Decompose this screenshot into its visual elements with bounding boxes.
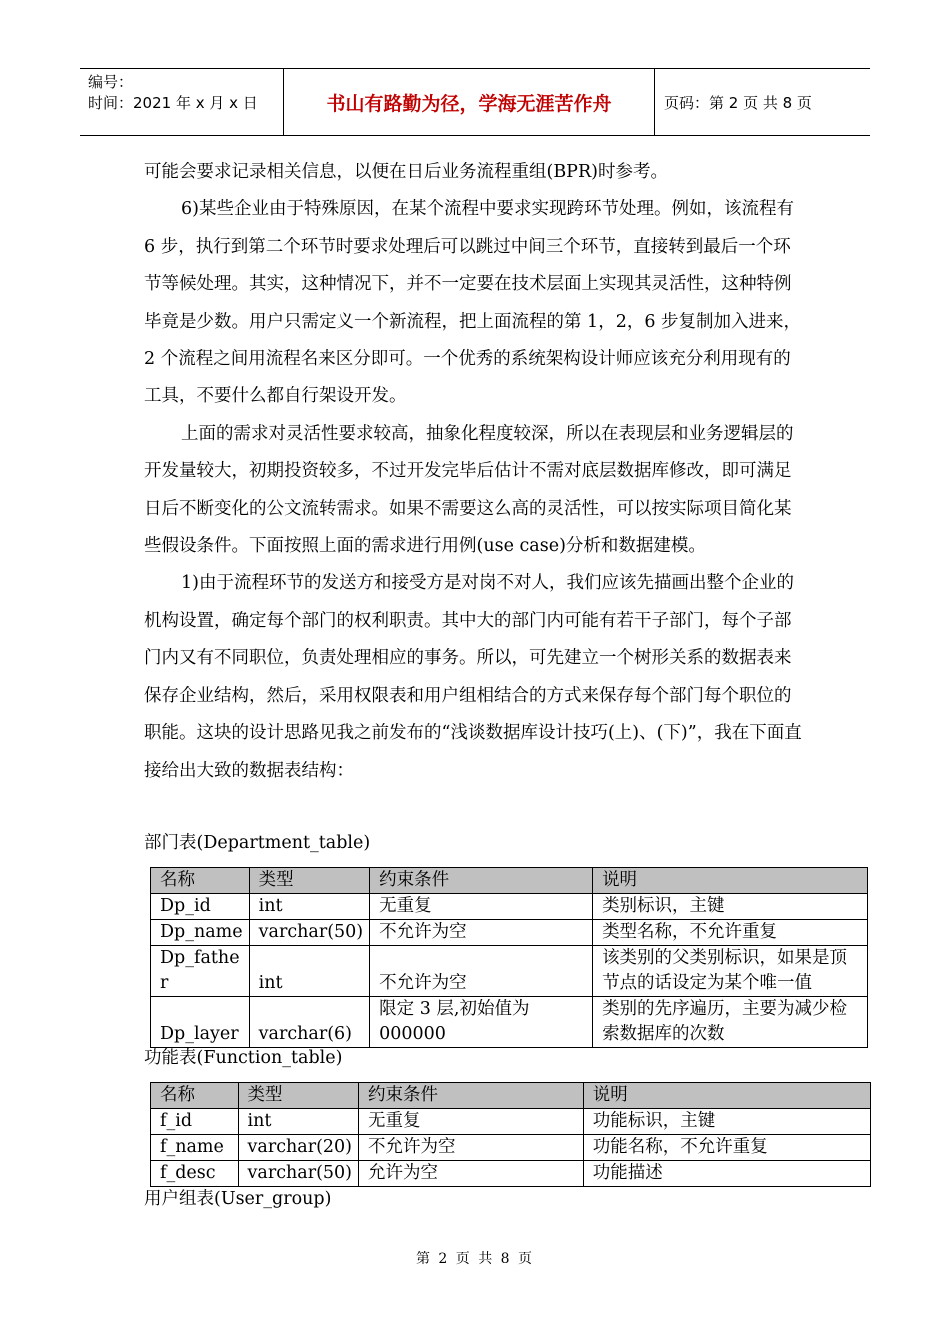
paragraph: 6)某些企业由于特殊原因，在某个流程中要求实现跨环节处理。例如，该流程有 6 步，执行到第二个环节时要求处理后可以跳过中间三个环节，直接转到最后一个环节等候处理。其实，这种情况下，并不一定要在技术层面上实现其灵活性，这种特例毕竟是少数。用户只需定义一个新流程，把上面流程的第 1，2，6 步复制加入进来，2 个流程之间用流程名来区分即可。一个优秀的系统架构设计师应该充分利用现有的工具，不要什么都自行架设开发。 [144,199,802,407]
department-table-caption: 部门表(Department_table) [144,833,371,853]
table-cell: 不允许为空 [370,946,593,997]
header-cell: 说明 [583,1083,870,1109]
table-cell: 该类别的父类别标识，如果是顶节点的话设定为某个唯一值 [593,946,868,997]
department-table [150,867,868,1048]
table-cell: 允许为空 [359,1161,584,1187]
table-row [151,1109,871,1135]
table-cell: f_name [151,1135,239,1161]
function-table-caption: 功能表(Function_table) [144,1048,343,1068]
header-time-label: 时间：2021 年 x 月 x 日 [88,94,258,112]
table-cell: Dp_name [151,920,250,946]
body-text [144,154,808,790]
table-cell: 功能名称，不允许重复 [583,1135,870,1161]
user-group-table-caption: 用户组表(User_group) [144,1189,332,1209]
paragraph: 1)由于流程环节的发送方和接受方是对岗不对人，我们应该先描画出整个企业的机构设置，确定每个部门的权利职责。其中大的部门内可能有若干子部门，每个子部门内又有不同职位，负责处理相应的事务。所以，可先建立一个树形关系的数据表来保存企业结构，然后，采用权限表和用户组相结合的方式来保存每个部门每个职位的职能。这块的设计思路见我之前发布的“浅谈数据库设计技巧(上)、(下)”，我在下面直接给出大致的数据表结构： [144,573,802,781]
table-cell: varchar(50) [249,920,369,946]
table-cell: 无重复 [359,1109,584,1135]
header-motto: 书山有路勤为径，学海无涯苦作舟 [283,69,655,135]
table-cell: varchar(6) [249,997,369,1048]
table-cell: f_desc [151,1161,239,1187]
table-cell: 类别标识，主键 [593,894,868,920]
table-cell: int [249,894,369,920]
page-header [80,68,870,136]
table-cell: 功能标识，主键 [583,1109,870,1135]
header-cell: 类型 [249,868,369,894]
paragraph: 上面的需求对灵活性要求较高，抽象化程度较深，所以在表现层和业务逻辑层的开发量较大，初期投资较多，不过开发完毕后估计不需对底层数据库修改，即可满足日后不断变化的公文流转需求。如果不需要这么高的灵活性，可以按实际项目简化某些假设条件。下面按照上面的需求进行用例(use case)分析和数据建模。 [144,423,794,557]
table-cell: f_id [151,1109,239,1135]
header-cell: 名称 [151,1083,239,1109]
table-header-row [151,1083,871,1109]
table-header-row [151,868,868,894]
table-row [151,1135,871,1161]
table-cell: Dp_father [151,946,250,997]
header-cell: 类型 [238,1083,358,1109]
table-cell: varchar(50) [238,1161,358,1187]
table-cell: 类型名称，不允许重复 [593,920,868,946]
header-meta [80,69,283,135]
header-cell: 说明 [593,868,868,894]
table-cell: 功能描述 [583,1161,870,1187]
table-cell: Dp_layer [151,997,250,1048]
table-row [151,894,868,920]
table-row [151,997,868,1048]
table-cell: 不允许为空 [370,920,593,946]
table-cell: 限定 3 层,初始值为 000000 [370,997,593,1048]
paragraph: 可能会要求记录相关信息，以便在日后业务流程重组(BPR)时参考。 [144,162,668,182]
header-cell: 约束条件 [370,868,593,894]
table-cell: varchar(20) [238,1135,358,1161]
header-number-label: 编号： [88,73,134,91]
table-cell: 无重复 [370,894,593,920]
table-row [151,920,868,946]
header-cell: 名称 [151,868,250,894]
function-table [150,1082,871,1187]
table-row [151,946,868,997]
table-cell: Dp_id [151,894,250,920]
table-cell: 类别的先序遍历，主要为减少检索数据库的次数 [593,997,868,1048]
page-footer: 第 2 页 共 8 页 [415,1251,535,1267]
header-page-info: 页码：第 2 页 共 8 页 [664,93,812,112]
table-cell: int [249,946,369,997]
table-cell: int [238,1109,358,1135]
table-row [151,1161,871,1187]
header-cell: 约束条件 [359,1083,584,1109]
table-cell: 不允许为空 [359,1135,584,1161]
